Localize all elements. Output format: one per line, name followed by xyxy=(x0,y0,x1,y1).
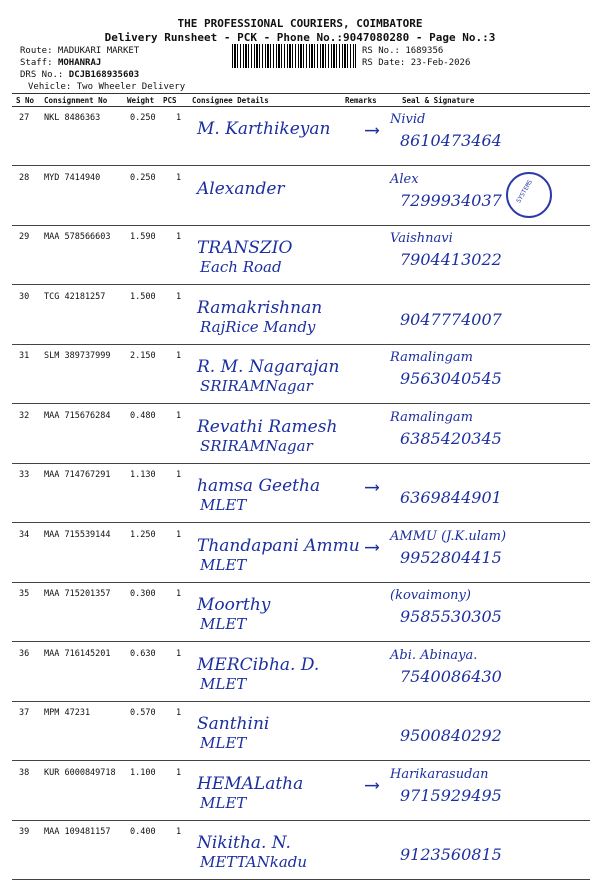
pcs-value: 1 xyxy=(176,589,182,599)
table-row xyxy=(0,107,600,166)
rs-date: RS Date: 23-Feb-2026 xyxy=(362,58,471,68)
table-row xyxy=(0,643,600,702)
serial-number: 31 xyxy=(19,351,30,361)
weight-value: 0.250 xyxy=(130,113,156,123)
receiver-phone: 7904413022 xyxy=(400,250,502,269)
receiver-signature: Alex xyxy=(390,171,419,187)
pcs-value: 1 xyxy=(176,529,182,540)
consignment-number: NKL 8486363 xyxy=(44,113,101,123)
serial-number: 30 xyxy=(19,291,30,302)
consignment-number: KUR 6000849718 xyxy=(44,767,116,778)
consignee-name: Revathi Ramesh xyxy=(197,416,338,437)
weight-value: 0.250 xyxy=(130,172,156,183)
pcs-value: 1 xyxy=(176,767,182,778)
consignee-name: Moorthy xyxy=(197,595,271,615)
staff-name: MOHANRAJ xyxy=(57,58,102,68)
table-row xyxy=(0,405,600,464)
weight-value: 1.250 xyxy=(130,529,156,540)
consignment-number: MAA 578566603 xyxy=(44,232,111,242)
staff xyxy=(20,58,101,68)
staff-label: Staff: xyxy=(20,58,53,68)
remarks-arrow: ⟶ xyxy=(366,771,379,796)
col-remarks: Remarks xyxy=(345,96,377,105)
consignee-name: M. Karthikeyan xyxy=(197,119,331,139)
consignee-address: Each Road xyxy=(200,258,282,276)
consignee-name: Ramakrishnan xyxy=(197,297,323,318)
consignment-number: MAA 109481157 xyxy=(44,827,111,837)
serial-number: 37 xyxy=(19,708,30,718)
consignment-number: TCG 42181257 xyxy=(44,291,106,302)
weight-value: 0.400 xyxy=(130,827,156,837)
consignee-address: MLET xyxy=(200,734,247,752)
weight-value: 0.300 xyxy=(130,589,156,599)
drs-number: DCJB168935603 xyxy=(68,70,140,80)
vehicle: Vehicle: Two Wheeler Delivery xyxy=(28,82,186,92)
company-title: THE PROFESSIONAL COURIERS, COIMBATORE xyxy=(177,17,423,30)
consignee-name: HEMALatha xyxy=(197,773,304,794)
table-row xyxy=(0,524,600,583)
col-weight: Weight xyxy=(127,96,155,105)
consignee-name: MERCibha. D. xyxy=(197,654,320,675)
receiver-phone: 6385420345 xyxy=(400,428,502,448)
receiver-signature: Abi. Abinaya. xyxy=(390,647,478,663)
consignee-address: SRIRAMNagar xyxy=(200,377,313,395)
serial-number: 36 xyxy=(19,648,30,659)
table-row xyxy=(0,762,600,821)
consignment-number: SLM 389737999 xyxy=(44,351,111,361)
table-row xyxy=(0,286,600,345)
consignee-address: SRIRAMNagar xyxy=(200,436,313,455)
weight-value: 0.570 xyxy=(130,708,156,718)
receiver-signature: AMMU (J.K.ulam) xyxy=(390,528,507,544)
weight-value: 0.630 xyxy=(130,648,156,659)
weight-value: 0.480 xyxy=(130,410,156,421)
weight-value: 1.130 xyxy=(130,470,156,480)
remarks-arrow: ⟶ xyxy=(366,474,379,498)
consignee-name: R. M. Nagarajan xyxy=(197,357,340,377)
consignee-name: TRANSZIO xyxy=(197,238,293,258)
table-row xyxy=(0,583,600,642)
serial-number: 27 xyxy=(19,113,30,123)
consignment-number: MAA 715539144 xyxy=(44,529,111,540)
pcs-value: 1 xyxy=(176,648,182,659)
runsheet-subtitle: Delivery Runsheet - PCK - Phone No.:9047080280 - Page No.:3 xyxy=(104,31,496,44)
receiver-phone: 9585530305 xyxy=(400,607,502,626)
serial-number: 33 xyxy=(19,470,30,480)
table-row xyxy=(0,226,600,285)
barcode xyxy=(232,44,356,68)
receiver-phone: 9563040545 xyxy=(400,369,502,388)
serial-number: 29 xyxy=(19,232,30,242)
consignee-name: hamsa Geetha xyxy=(197,476,321,496)
consignee-name: Alexander xyxy=(197,178,285,199)
consignee-address: MLET xyxy=(200,793,247,812)
drs-label: DRS No.: xyxy=(20,70,64,80)
pcs-value: 1 xyxy=(176,232,182,242)
weight-value: 1.100 xyxy=(130,767,156,778)
serial-number: 34 xyxy=(19,529,30,540)
receiver-phone: 7540086430 xyxy=(400,666,502,686)
serial-number: 32 xyxy=(19,410,30,421)
drs xyxy=(20,70,139,80)
consignee-name: Thandapani Ammu xyxy=(197,535,360,556)
consignment-number: MAA 715201357 xyxy=(44,589,111,599)
weight-value: 1.500 xyxy=(130,291,156,302)
receiver-phone: 9715929495 xyxy=(400,785,502,805)
pcs-value: 1 xyxy=(176,172,182,183)
table-row xyxy=(0,464,600,523)
pcs-value: 1 xyxy=(176,351,182,361)
remarks-arrow: ⟶ xyxy=(366,533,379,558)
receiver-signature: Vaishnavi xyxy=(390,231,453,246)
consignment-number: MYD 7414940 xyxy=(44,172,101,183)
receiver-phone: 9500840292 xyxy=(400,726,502,745)
rs-number: RS No.: 1689356 xyxy=(362,46,444,56)
serial-number: 39 xyxy=(19,827,30,837)
consignee-address: RajRice Mandy xyxy=(200,317,316,336)
col-seal: Seal & Signature xyxy=(402,96,475,105)
consignment-number: MAA 716145201 xyxy=(44,648,111,659)
weight-value: 2.150 xyxy=(130,351,156,361)
consignment-number: MAA 715676284 xyxy=(44,410,111,421)
receiver-signature: Harikarasudan xyxy=(390,766,489,782)
receiver-signature: (kovaimony) xyxy=(390,588,471,603)
table-row xyxy=(0,345,600,404)
consignee-address: MLET xyxy=(200,555,247,574)
table-row xyxy=(0,702,600,761)
col-sno: S No xyxy=(16,96,35,105)
pcs-value: 1 xyxy=(176,708,182,718)
route: Route: MADUKARI MARKET xyxy=(20,46,140,56)
col-pcs: PCS xyxy=(163,96,177,105)
remarks-arrow: ⟶ xyxy=(366,117,379,141)
col-consignment: Consignment No xyxy=(44,96,108,105)
receiver-signature: Nivid xyxy=(390,112,426,127)
consignment-number: MAA 714767291 xyxy=(44,470,111,480)
serial-number: 35 xyxy=(19,589,30,599)
consignee-address: MLET xyxy=(200,496,247,514)
receiver-phone: 8610473464 xyxy=(400,131,502,150)
consignee-name: Santhini xyxy=(197,714,270,734)
company-stamp: SYSTEMS xyxy=(506,172,552,218)
pcs-value: 1 xyxy=(176,410,182,421)
consignee-address: METTANkadu xyxy=(200,853,308,871)
consignee-name: Nikitha. N. xyxy=(197,833,291,853)
weight-value: 1.590 xyxy=(130,232,156,242)
receiver-phone: 9047774007 xyxy=(400,309,502,329)
table-row xyxy=(0,821,600,880)
serial-number: 38 xyxy=(19,767,30,778)
pcs-value: 1 xyxy=(176,827,182,837)
pcs-value: 1 xyxy=(176,291,182,302)
pcs-value: 1 xyxy=(176,470,182,480)
pcs-value: 1 xyxy=(176,113,182,123)
receiver-signature: Ramalingam xyxy=(390,409,474,425)
consignment-number: MPM 47231 xyxy=(44,708,91,718)
receiver-phone: 6369844901 xyxy=(400,488,502,507)
serial-number: 28 xyxy=(19,172,30,183)
receiver-phone: 9952804415 xyxy=(400,547,502,567)
receiver-phone: 7299934037 xyxy=(400,190,502,210)
consignee-address: MLET xyxy=(200,674,247,693)
header-top-line xyxy=(12,93,590,94)
receiver-signature: Ramalingam xyxy=(390,350,474,365)
receiver-phone: 9123560815 xyxy=(400,845,502,864)
col-consignee: Consignee Details xyxy=(192,96,269,105)
consignee-address: MLET xyxy=(200,615,247,633)
